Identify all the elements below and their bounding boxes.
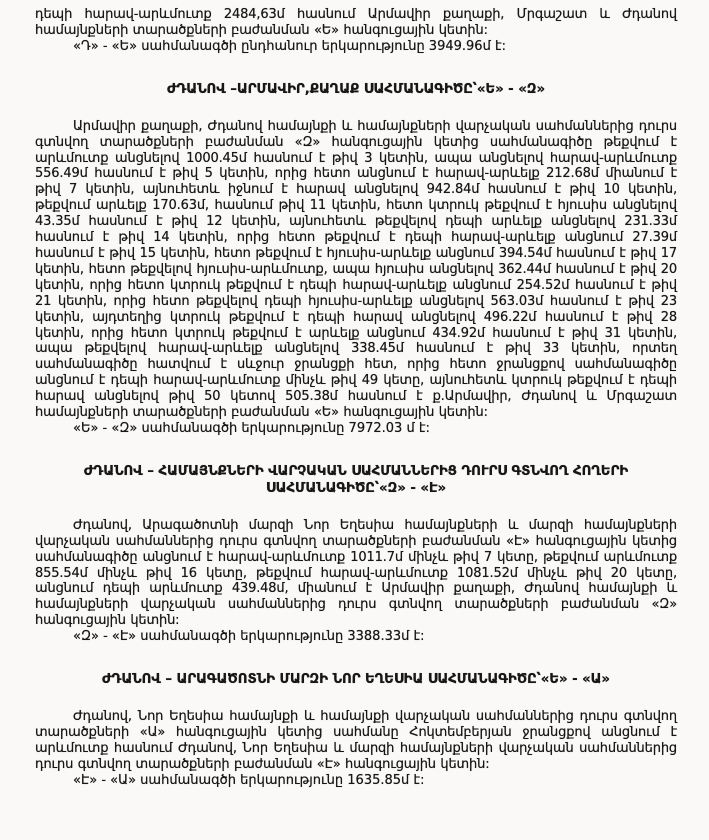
section-body-zhdanov-nor-yeghesia: Ժդանով, Նոր Եղեսիա համայնքի և համայնքի վարչական սահմաններից դուրս գտնվող տարածքների «Ա» հանգուցային կետից սահմանը Հոկտեմբերյան ջրանցքով անցնում է արևմուտք հասնում Ժդանով, Նոր Եղեսիա և մարզի համայնքների վարչական սահմաններից դուրս գտնվող տարածքների բաժանման «Է» հանգուցային կետին: bbox=[35, 709, 677, 772]
section-body-zhdanov-armavir: Արմավիր քաղաքի, Ժդանով համայնքի և համայնքների վարչական սահմաններից դուրս գտնվող տարածքների բաժանման «Զ» հանգուցային կետից սահմանագիծը թեքվում է արևմուտք անցնելով 1000.45մ հասնում է թիվ 3 կետին, ապա անցնելով հարավ-արևմուտք 556.49մ հասնում է թիվ 5 կետին, որից հետո անցնում է հարավ-արևելք 212.68մ միանում է թիվ 7 կետին, այնուհետև իջնում է հարավ անցնելով 942.84մ հասնում է թիվ 10 կետին, թեքվում արևելք 170.63մ, հասնում թիվ 11 կետին, հետո կտրուկ թեքվում է հյուսիս անցնելով 43.35մ հասնում է թիվ 12 կետին, այնուհետև թեքվելով դեպի արևելք անցնելով 231.33մ հասնում է թիվ 14 կետին, որից հետո թեքվում է դեպի հարավ-արևելք անցնում 27.39մ հասնում է թիվ 15 կետին, հետո թեքվում է հյուսիս-արևելք անցնում 394.54մ հասնում է թիվ 17 կետին, հետո թեքվելով հյուսիս-արևմուտք, ապա հյուսիս անցնելով 362.44մ հասնում է թիվ 20 կետին, որից հետո կտրուկ թեքվում է դեպի հարավ-արևելք անցնում 254.52մ հասնում է թիվ 21 կետին, որից հետո թեքվելով դեպի հյուսիս-արևելք անցնելով 563.03մ հասնում է թիվ 23 կետին, այդտեղից կտրուկ թեքվում է դեպի հարավ անցնելով 496.22մ հասնում է թիվ 28 կետին, որից հետո կտրուկ թեքվում է արևելք անցնում 434.92մ հասնում է թիվ 31 կետին, ապա թեքվելով հարավ-արևելք անցնելով 338.45մ հասնում է թիվ 33 կետին, որտեղ սահմանագիծը հատվում է սևջուր ջրանցքի հետ, որից հետո ջրանցքով սահմանագիծը անցնում է դեպի հարավ-արևմուտք մինչև թիվ 49 կետը, այնուհետև կտրուկ թեքվում է դեպի հարավ անցնելով թիվ 50 կետով 505.38մ հասնում է ք.Արմավիր, Ժդանով և Մրգաշատ համայնքների տարածքների բաժանման «Ե» հանգուցային կետին: bbox=[35, 118, 677, 421]
section-body-zhdanov-outside-lands: Ժդանով, Արագածոտնի մարզի Նոր Եղեսիա համայնքների և մարզի համայնքների վարչական սահմաններից դուրս գտնվող տարածքների բաժանման «Է» հանգուցային կետից սահմանագիծը անցնում է հարավ-արևմուտք 1011.7մ մինչև թիվ 7 կետը, թեքվում արևմուտք 855.54մ մինչև թիվ 16 կետը, թեքվում հարավ-արևմուտք 1081.52մ մինչև թիվ 20 կետը, անցնում դեպի արևմուտք 439.48մ, միանում է Արմավիր քաղաքի, Ժդանով համայնքի և համայնքների վարչական սահմաններից դուրս գտնվող տարածքների բաժանման «Զ» հանգուցային կետին: bbox=[35, 517, 677, 629]
section-heading-zhdanov-nor-yeghesia: ԺԴԱՆՈՎ – ԱՐԱԳԱԾՈՏՆԻ ՄԱՐԶԻ ՆՈՐ ԵՂԵՍԻԱ ՍԱՀՄԱՆԱԳԻԾԸ՝«Ե» - «Ա» bbox=[101, 672, 610, 688]
section-heading-zhdanov-outside-lands: ԺԴԱՆՈՎ – ՀԱՄԱՅՆՔՆԵՐԻ ՎԱՐՉԱԿԱՆ ՍԱՀՄԱՆՆԵՐԻՑ ԴՈՒՐՍ ԳՏՆՎՈՂ ՀՈՂԵՐԻ ՍԱՀՄԱՆԱԳԻԾԸ՝«Զ» - «Է» bbox=[83, 463, 629, 496]
section-boundary-length-zhdanov-nor-yeghesia: «Է» - «Ա» սահմանագծի երկարությունը 1635.85մ է: bbox=[73, 772, 425, 788]
section-boundary-length-zhdanov-armavir: «Ե» - «Զ» սահմանագծի երկարությունը 7972.03 մ է: bbox=[73, 420, 430, 436]
section-boundary-length-zhdanov-outside-lands: «Զ» - «Է» սահմանագծի երկարությունը 3388.33մ է: bbox=[73, 629, 425, 645]
intro-boundary-length-line: «Դ» - «Ե» սահմանագծի ընդհանուր երկարությունը 3949.96մ է: bbox=[73, 38, 507, 54]
section-heading-zhdanov-armavir: ԺԴԱՆՈՎ –ԱՐՄԱՎԻՐ,ՔԱՂԱՔ ՍԱՀՄԱՆԱԳԻԾԸ՝«Ե» - «Զ» bbox=[166, 81, 546, 97]
intro-paragraph: դեպի հարավ-արևմուտք 2484,63մ հասնում Արմավիր քաղաքի, Մրգաշատ և Ժդանով համայնքների տարածքների բաժանման «Ե» հանգուցային կետին: bbox=[35, 7, 677, 38]
